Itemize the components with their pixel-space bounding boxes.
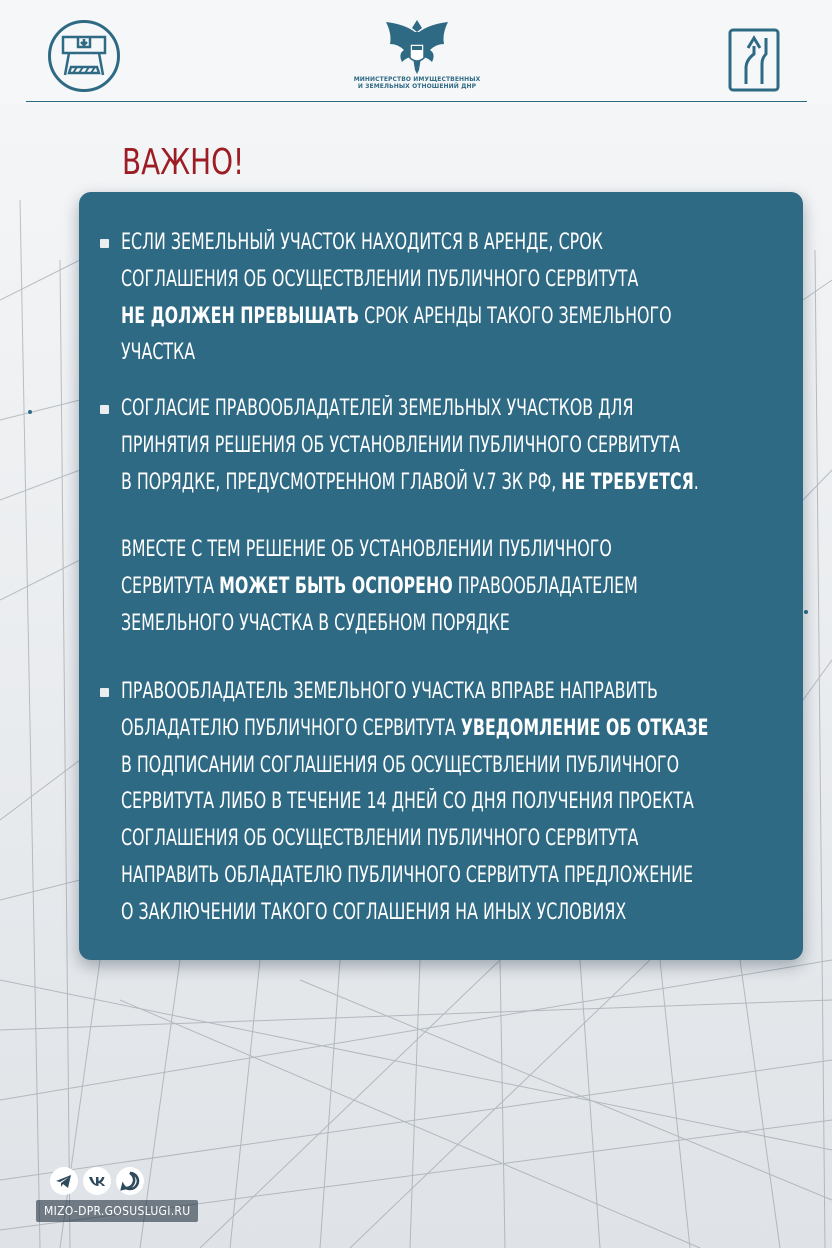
text-line bbox=[121, 748, 777, 785]
emphasis-text: НЕ ТРЕБУЕТСЯ bbox=[561, 469, 694, 495]
info-card bbox=[79, 192, 803, 960]
list-item-consent bbox=[121, 391, 781, 501]
text-run: СОГЛАШЕНИЯ ОБ ОСУЩЕСТВЛЕНИИ ПУБЛИЧНОГО СЕРВИТУТА bbox=[121, 266, 639, 292]
road-sign-lane-icon bbox=[728, 28, 780, 92]
text-line bbox=[121, 262, 777, 299]
text-line bbox=[121, 674, 777, 711]
text-run: СЕРВИТУТА bbox=[121, 573, 220, 599]
bullet-marker bbox=[100, 405, 109, 414]
text-line bbox=[121, 391, 777, 428]
header-divider bbox=[26, 101, 807, 102]
text-run: ОБЛАДАТЕЛЮ ПУБЛИЧНОГО СЕРВИТУТА bbox=[121, 715, 461, 741]
paragraph-dispute bbox=[121, 532, 781, 642]
emphasis-text: УВЕДОМЛЕНИЕ ОБ ОТКАЗЕ bbox=[460, 715, 709, 741]
bullet-marker bbox=[100, 239, 109, 248]
ministry-name-line1: МИНИСТЕРСТВО ИМУЩЕСТВЕННЫХ bbox=[353, 76, 481, 83]
text-run: ЕСЛИ ЗЕМЕЛЬНЫЙ УЧАСТОК НАХОДИТСЯ В АРЕНДЕ, СРОК bbox=[121, 230, 603, 255]
website-link[interactable]: MIZO-DPR.GOSUSLUGI.RU bbox=[36, 1200, 198, 1222]
text-run: НАПРАВИТЬ ОБЛАДАТЕЛЮ ПУБЛИЧНОГО СЕРВИТУТА ПРЕДЛОЖЕНИЕ bbox=[121, 862, 693, 888]
header bbox=[0, 0, 832, 104]
text-run: ВМЕСТЕ С ТЕМ РЕШЕНИЕ ОБ УСТАНОВЛЕНИИ ПУБЛИЧНОГО bbox=[121, 537, 612, 562]
page-title: ВАЖНО! bbox=[122, 142, 245, 183]
list-item-lease-term bbox=[121, 225, 781, 372]
eagle-emblem-icon bbox=[382, 14, 452, 78]
text-run: УЧАСТКА bbox=[121, 340, 196, 366]
text-run: ПРАВООБЛАДАТЕЛЬ ЗЕМЕЛЬНОГО УЧАСТКА ВПРАВЕ НАПРАВИТЬ bbox=[121, 679, 658, 704]
text-line bbox=[121, 895, 777, 932]
text-line bbox=[121, 299, 777, 336]
text-run: СРОК АРЕНДЫ ТАКОГО ЗЕМЕЛЬНОГО bbox=[359, 303, 672, 329]
text-run: СОГЛАШЕНИЯ ОБ ОСУЩЕСТВЛЕНИИ ПУБЛИЧНОГО СЕРВИТУТА bbox=[121, 826, 639, 852]
text-line bbox=[121, 225, 777, 262]
vk-icon[interactable] bbox=[83, 1167, 111, 1195]
emphasis-text: МОЖЕТ БЫТЬ ОСПОРЕНО bbox=[219, 573, 453, 599]
text-line bbox=[121, 428, 777, 465]
text-line bbox=[121, 858, 777, 895]
ministry-name-line2: И ЗЕМЕЛЬНЫХ ОТНОШЕНИЙ ДНР bbox=[357, 83, 477, 90]
bullet-marker bbox=[100, 688, 109, 697]
text-run: ПРИНЯТИЯ РЕШЕНИЯ ОБ УСТАНОВЛЕНИИ ПУБЛИЧНОГО СЕРВИТУТА bbox=[121, 432, 681, 458]
text-run: ЗЕМЕЛЬНОГО УЧАСТКА В СУДЕБНОМ ПОРЯДКЕ bbox=[121, 610, 510, 636]
text-run: ПРАВООБЛАДАТЕЛЕМ bbox=[452, 573, 638, 599]
text-line bbox=[121, 821, 777, 858]
text-line bbox=[121, 465, 777, 502]
max-messenger-icon[interactable] bbox=[116, 1167, 144, 1195]
emphasis-text: НЕ ДОЛЖЕН ПРЕВЫШАТЬ bbox=[121, 303, 360, 329]
text-line bbox=[121, 606, 777, 643]
ministry-name bbox=[340, 76, 494, 90]
land-plot-icon bbox=[48, 20, 120, 92]
text-line bbox=[121, 335, 777, 372]
text-run: СОГЛАСИЕ ПРАВООБЛАДАТЕЛЕЙ ЗЕМЕЛЬНЫХ УЧАСТКОВ ДЛЯ bbox=[121, 396, 634, 421]
text-line bbox=[121, 532, 777, 569]
text-run: СЕРВИТУТА ЛИБО В ТЕЧЕНИЕ 14 ДНЕЙ СО ДНЯ ПОЛУЧЕНИЯ ПРОЕКТА bbox=[121, 789, 694, 815]
text-run: О ЗАКЛЮЧЕНИИ ТАКОГО СОГЛАШЕНИЯ НА ИНЫХ УСЛОВИЯХ bbox=[121, 899, 627, 925]
text-line bbox=[121, 711, 777, 748]
text-run: В ПОРЯДКЕ, ПРЕДУСМОТРЕННОМ ГЛАВОЙ V.7 ЗК РФ, bbox=[121, 469, 562, 495]
text-run: В ПОДПИСАНИИ СОГЛАШЕНИЯ ОБ ОСУЩЕСТВЛЕНИИ ПУБЛИЧНОГО bbox=[121, 752, 680, 778]
telegram-icon[interactable] bbox=[50, 1167, 78, 1195]
text-run: . bbox=[693, 469, 699, 495]
text-line bbox=[121, 569, 777, 606]
text-line bbox=[121, 784, 777, 821]
list-item-refusal bbox=[121, 674, 781, 932]
